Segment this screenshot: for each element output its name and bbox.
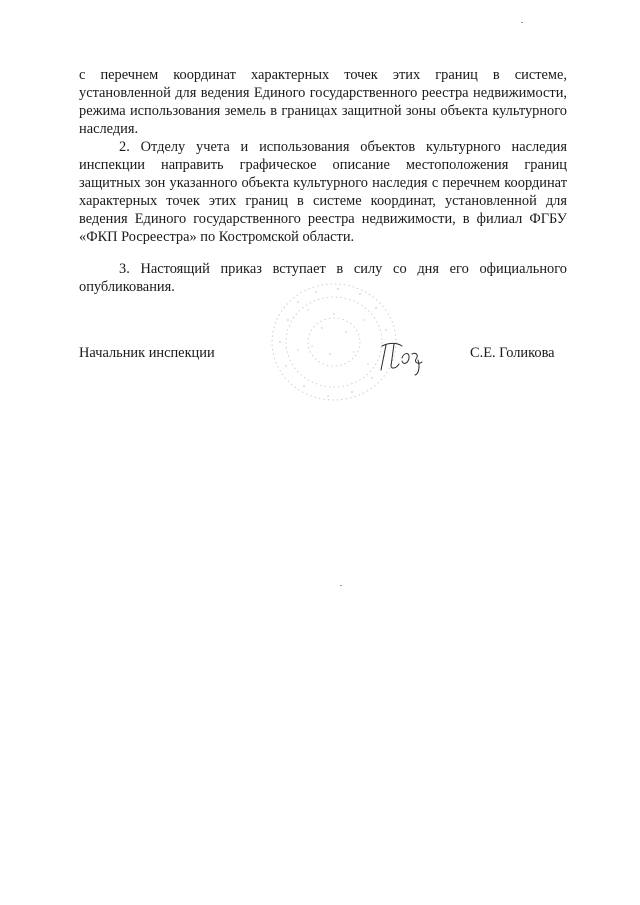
scan-speck	[521, 22, 523, 23]
paragraph-continuation: с перечнем координат характерных точек этих границ в системе, установленной для ведения Единого государственного реестра недвижимости, режима использования земель в границах защитной зоны объекта культурного наследия.	[79, 67, 567, 137]
paragraph-item-3: 3. Настоящий приказ вступает в силу со дня его официального опубликования.	[79, 261, 567, 295]
handwritten-signature-icon	[372, 334, 432, 378]
signatory-name: С.Е. Голикова	[470, 345, 555, 361]
paragraph-item-2: 2. Отделу учета и использования объектов культурного наследия инспекции направить графическое описание местоположения границ защитных зон указанного объекта культурного наследия с перечнем координат характерных точек этих границ в системе координат, установленной для ведения Единого государственного реестра недвижимости, в филиал ФГБУ «ФКП Росреестра» по Костромской области.	[79, 139, 567, 245]
signatory-title: Начальник инспекции	[79, 345, 215, 361]
document-body	[79, 66, 567, 296]
scan-speck	[340, 585, 342, 586]
